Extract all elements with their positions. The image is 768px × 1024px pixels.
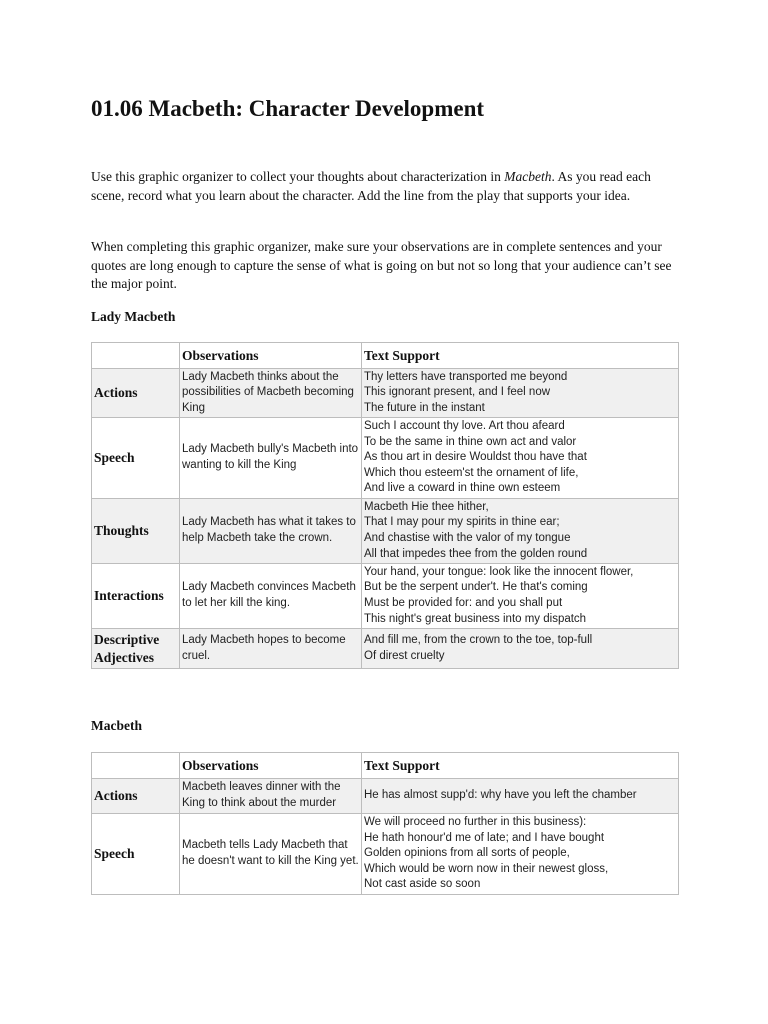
intro-text-end: . As you read each scene, record what you learn about the character. Add the line from the play that supports your idea. bbox=[91, 169, 651, 203]
quote-line: This ignorant present, and I feel now bbox=[364, 386, 551, 399]
quote-line: And live a coward in thine own esteem bbox=[364, 482, 561, 495]
intro-paragraph-1 bbox=[91, 168, 681, 205]
macbeth-table bbox=[91, 752, 679, 895]
table-header-row bbox=[92, 343, 679, 369]
text-support-cell bbox=[362, 499, 679, 564]
table-row-actions bbox=[92, 369, 679, 418]
quote-line: Macbeth Hie thee hither, bbox=[364, 500, 489, 513]
table-row-descriptive-adjectives bbox=[92, 629, 679, 669]
page-title: 01.06 Macbeth: Character Development bbox=[91, 96, 485, 121]
quote-line: He has almost supp'd: why have you left the chamber bbox=[364, 789, 637, 802]
intro-play-title: Macbeth bbox=[504, 169, 552, 184]
observation-cell: Lady Macbeth bully's Macbeth into wanting to kill the King bbox=[180, 418, 362, 499]
quote-line: To be the same in thine own act and valor bbox=[364, 435, 577, 448]
observation-cell: Lady Macbeth thinks about the possibilities of Macbeth becoming King bbox=[180, 369, 362, 418]
intro-text-start: Use this graphic organizer to collect your thoughts about characterization in bbox=[91, 169, 505, 184]
row-label: Actions bbox=[92, 369, 180, 418]
observation-cell: Macbeth leaves dinner with the King to think about the murder bbox=[180, 779, 362, 814]
row-label: Speech bbox=[92, 814, 180, 895]
quote-line: The future in the instant bbox=[364, 401, 485, 414]
text-support-cell bbox=[362, 779, 679, 814]
table-row-thoughts bbox=[92, 499, 679, 564]
table-row-interactions bbox=[92, 564, 679, 629]
quote-line: This night's great business into my dispatch bbox=[364, 612, 587, 625]
lady-macbeth-table bbox=[91, 342, 679, 669]
table-row-speech bbox=[92, 418, 679, 499]
quote-line: All that impedes thee from the golden round bbox=[364, 547, 588, 560]
quote-line: And chastise with the valor of my tongue bbox=[364, 532, 571, 544]
observation-cell: Lady Macbeth has what it takes to help Macbeth take the crown. bbox=[180, 499, 362, 564]
quote-line: He hath honour'd me of late; and I have bought bbox=[364, 831, 605, 844]
observation-cell: Macbeth tells Lady Macbeth that he doesn't want to kill the King yet. bbox=[180, 814, 362, 895]
header-blank bbox=[92, 343, 180, 369]
row-label: Speech bbox=[92, 418, 180, 499]
quote-line: That I may pour my spirits in thine ear; bbox=[364, 516, 560, 529]
quote-line: Of direst cruelty bbox=[364, 649, 445, 662]
header-observations: Observations bbox=[180, 343, 362, 369]
header-text-support: Text Support bbox=[362, 753, 679, 779]
text-support-cell bbox=[362, 369, 679, 418]
quote-line: Not cast aside so soon bbox=[364, 878, 481, 891]
intro-paragraph-2: When completing this graphic organizer, make sure your observations are in complete sentences and your quotes are long enough to capture the sense of what is going on but not so long that your audience can’t see the major point. bbox=[91, 239, 672, 291]
quote-line: We will proceed no further in this business): bbox=[364, 816, 587, 829]
table-row-actions bbox=[92, 779, 679, 814]
row-label: Thoughts bbox=[92, 499, 180, 564]
quote-line: Must be provided for: and you shall put bbox=[364, 597, 563, 609]
observation-cell: Lady Macbeth hopes to become cruel. bbox=[180, 629, 362, 669]
text-support-cell bbox=[362, 418, 679, 499]
quote-line: Such I account thy love. Art thou afeard bbox=[364, 420, 565, 433]
row-label: Interactions bbox=[92, 564, 180, 629]
text-support-cell bbox=[362, 814, 679, 895]
observation-cell: Lady Macbeth convinces Macbeth to let her kill the king. bbox=[180, 564, 362, 629]
quote-line: As thou art in desire Wouldst thou have that bbox=[364, 451, 587, 464]
text-support-cell bbox=[362, 629, 679, 669]
header-observations: Observations bbox=[180, 753, 362, 779]
row-label: Descriptive Adjectives bbox=[92, 629, 180, 669]
header-text-support: Text Support bbox=[362, 343, 679, 369]
text-support-cell bbox=[362, 564, 679, 629]
quote-line: Your hand, your tongue: look like the innocent flower, bbox=[364, 565, 634, 578]
table-header-row bbox=[92, 753, 679, 779]
row-label: Actions bbox=[92, 779, 180, 814]
quote-line: Which thou esteem'st the ornament of life, bbox=[364, 466, 579, 479]
quote-line: Golden opinions from all sorts of people, bbox=[364, 847, 570, 860]
quote-line: And fill me, from the crown to the toe, top-full bbox=[364, 633, 593, 646]
quote-line: Thy letters have transported me beyond bbox=[364, 370, 568, 383]
section-title-macbeth: Macbeth bbox=[91, 718, 142, 733]
section-title-lady-macbeth: Lady Macbeth bbox=[91, 309, 176, 324]
quote-line: Which would be worn now in their newest gloss, bbox=[364, 862, 609, 875]
quote-line: But be the serpent under't. He that's coming bbox=[364, 581, 588, 594]
table-row-speech bbox=[92, 814, 679, 895]
header-blank bbox=[92, 753, 180, 779]
